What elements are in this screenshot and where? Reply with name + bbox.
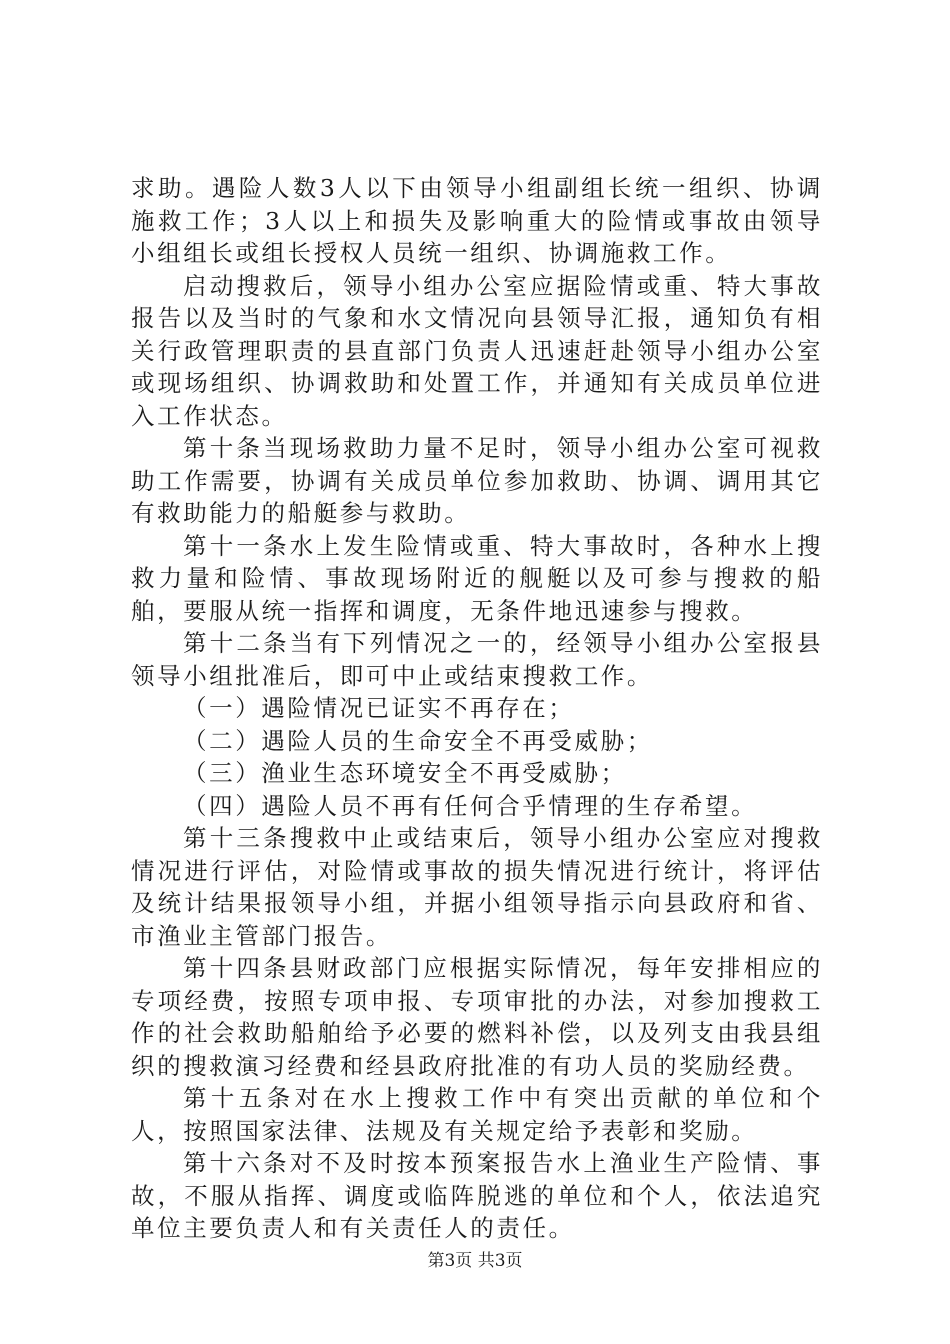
paragraph-article-14: 第十四条县财政部门应根据实际情况，每年安排相应的专项经费，按照专项申报、专项审批的办法，对参加搜救工作的社会救助船舶给予必要的燃料补偿，以及列支由我县组织的搜救演习经费和经县政府批准的有功人员的奖励经费。 xyxy=(131,954,823,1080)
paragraph-article-13: 第十三条搜救中止或结束后，领导小组办公室应对搜救情况进行评估，对险情或事故的损失情况进行统计，将评估及统计结果报领导小组，并据小组领导指示向县政府和省、市渔业主管部门报告。 xyxy=(131,824,823,950)
list-item-2: （二）遇险人员的生命安全不再受威胁； xyxy=(183,726,653,755)
paragraph-search-launch: 启动搜救后，领导小组办公室应据险情或重、特大事故报告以及当时的气象和水文情况向县领导汇报，通知负有相关行政管理职责的县直部门负责人迅速赶赴领导小组办公室或现场组织、协调救助和处置工作，并通知有关成员单位进入工作状态。 xyxy=(131,271,823,430)
list-item-1: （一）遇险情况已证实不再存在； xyxy=(183,694,575,722)
page-footer: 第3页 共3页 xyxy=(427,1251,523,1271)
paragraph-article-16: 第十六条对不及时按本预案报告水上渔业生产险情、事故，不服从指挥、调度或临阵脱逃的单位和个人，依法追究单位主要负责人和有关责任人的责任。 xyxy=(131,1149,823,1242)
paragraph-article-15: 第十五条对在水上搜救工作中有突出贡献的单位和个人，按照国家法律、法规及有关规定给予表彰和奖励。 xyxy=(131,1084,823,1145)
document-body xyxy=(131,172,823,1245)
paragraph-continuation: 求助。遇险人数3人以下由领导小组副组长统一组织、协调施救工作；3人以上和损失及影响重大的险情或事故由领导小组组长或组长授权人员统一组织、协调施救工作。 xyxy=(131,174,823,267)
paragraph-article-10: 第十条当现场救助力量不足时，领导小组办公室可视救助工作需要，协调有关成员单位参加救助、协调、调用其它有救助能力的船艇参与救助。 xyxy=(131,434,823,527)
list-item-3: （三）渔业生态环境安全不再受威胁； xyxy=(183,759,627,787)
paragraph-article-12: 第十二条当有下列情况之一的，经领导小组办公室报县领导小组批准后，即可中止或结束搜救工作。 xyxy=(131,629,823,690)
list-item-4: （四）遇险人员不再有任何合乎情理的生存希望。 xyxy=(183,791,758,820)
paragraph-article-11: 第十一条水上发生险情或重、特大事故时，各种水上搜救力量和险情、事故现场附近的舰艇以及可参与搜救的船舶，要服从统一指挥和调度，无条件地迅速参与搜救。 xyxy=(131,531,823,625)
